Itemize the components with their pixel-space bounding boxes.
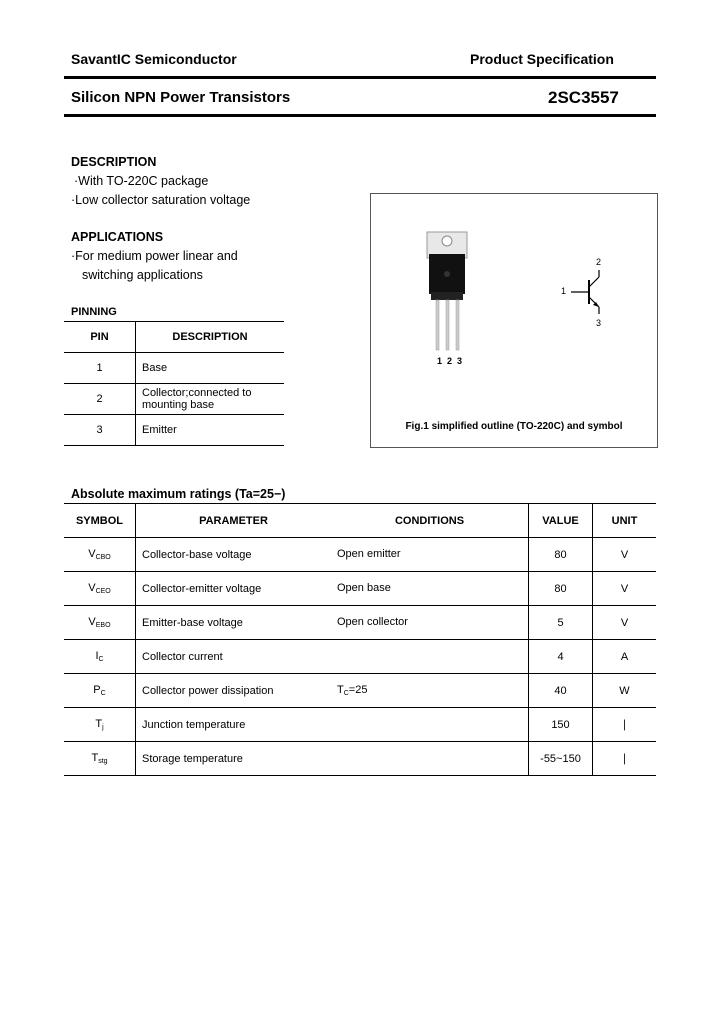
conditions-header: CONDITIONS bbox=[331, 504, 529, 538]
pinning-table bbox=[64, 321, 284, 446]
table-row bbox=[64, 742, 656, 776]
pin-header: PIN bbox=[64, 322, 136, 353]
description-item: ·Low collector saturation voltage bbox=[71, 193, 251, 207]
document-type: Product Specification bbox=[470, 51, 614, 67]
condition-text: T bbox=[337, 684, 344, 696]
description-title: DESCRIPTION bbox=[71, 155, 157, 169]
package-pin-label: 1 bbox=[437, 356, 443, 366]
table-row bbox=[64, 538, 656, 572]
unit-cell: V bbox=[593, 538, 657, 572]
unit-cell: V bbox=[593, 606, 657, 640]
figure-caption: Fig.1 simplified outline (TO-220C) and symbol bbox=[405, 421, 623, 432]
symbol-letter: T bbox=[95, 718, 103, 730]
applications-title: APPLICATIONS bbox=[71, 230, 164, 244]
condition-tail: =25 bbox=[348, 684, 368, 696]
symbol-subscript: stg bbox=[98, 758, 108, 765]
pin-description-line: mounting base bbox=[142, 399, 215, 411]
symbol-subscript: C bbox=[98, 656, 104, 663]
unit-cell: ∣ bbox=[593, 742, 657, 776]
condition-text: Open base bbox=[337, 582, 391, 594]
symbol-subscript: CEO bbox=[95, 588, 111, 595]
ratings-title: Absolute maximum ratings (Ta=25−) bbox=[71, 487, 286, 501]
symbol-subscript: EBO bbox=[95, 622, 111, 629]
pin-description bbox=[136, 353, 285, 384]
symbol-letter: V bbox=[88, 616, 96, 628]
symbol-cell bbox=[64, 742, 136, 776]
unit-cell: A bbox=[593, 640, 657, 674]
pin-description bbox=[136, 415, 285, 446]
symbol-letter: V bbox=[88, 582, 96, 594]
pin-description-header: DESCRIPTION bbox=[136, 322, 285, 353]
symbol-pin-label: 1 bbox=[561, 286, 567, 296]
symbol-cell bbox=[64, 606, 136, 640]
unit-cell: ∣ bbox=[593, 708, 657, 742]
table-row bbox=[64, 606, 656, 640]
table-row bbox=[64, 572, 656, 606]
condition-text: Open collector bbox=[337, 616, 408, 628]
symbol-letter: T bbox=[91, 752, 99, 764]
table-row bbox=[64, 674, 656, 708]
condition-cell bbox=[331, 640, 529, 674]
package-outline-image bbox=[371, 194, 657, 447]
value-cell: -55~150 bbox=[529, 742, 593, 776]
parameter-cell: Emitter-base voltage bbox=[136, 606, 332, 640]
symbol-cell bbox=[64, 538, 136, 572]
unit-header: UNIT bbox=[593, 504, 657, 538]
symbol-cell bbox=[64, 572, 136, 606]
table-row bbox=[64, 384, 284, 415]
condition-cell bbox=[331, 538, 529, 572]
applications-line: ·For medium power linear and bbox=[71, 249, 238, 263]
condition-cell bbox=[331, 572, 529, 606]
symbol-subscript: C bbox=[100, 690, 106, 697]
condition-cell bbox=[331, 708, 529, 742]
symbol-letter: V bbox=[88, 548, 96, 560]
product-line: Silicon NPN Power Transistors bbox=[71, 89, 291, 106]
pin-number: 3 bbox=[64, 415, 136, 446]
value-cell: 150 bbox=[529, 708, 593, 742]
ratings-header-row bbox=[64, 504, 656, 538]
condition-text: Open emitter bbox=[337, 548, 401, 560]
symbol-letter: I bbox=[95, 650, 99, 662]
parameter-cell: Collector current bbox=[136, 640, 332, 674]
symbol-pin-label: 3 bbox=[596, 318, 602, 328]
table-row bbox=[64, 415, 284, 446]
table-row bbox=[64, 353, 284, 384]
condition-cell bbox=[331, 674, 529, 708]
condition-subscript: C bbox=[343, 690, 349, 697]
symbol-letter: P bbox=[93, 684, 101, 696]
symbol-pin-label: 2 bbox=[596, 257, 602, 267]
symbol-cell bbox=[64, 674, 136, 708]
parameter-header: PARAMETER bbox=[136, 504, 332, 538]
symbol-subscript: CBO bbox=[95, 554, 111, 561]
parameter-cell: Storage temperature bbox=[136, 742, 332, 776]
pin-description-line: Base bbox=[142, 362, 168, 374]
value-header: VALUE bbox=[529, 504, 593, 538]
condition-cell bbox=[331, 742, 529, 776]
pin-number: 1 bbox=[64, 353, 136, 384]
package-pin-label: 2 bbox=[447, 356, 453, 366]
value-cell: 80 bbox=[529, 572, 593, 606]
package-pin-label: 3 bbox=[457, 356, 463, 366]
symbol-cell bbox=[64, 640, 136, 674]
figure-box bbox=[370, 193, 658, 448]
pin-number: 2 bbox=[64, 384, 136, 415]
unit-cell: V bbox=[593, 572, 657, 606]
unit-cell: W bbox=[593, 674, 657, 708]
applications-line: switching applications bbox=[82, 268, 203, 282]
parameter-cell: Collector power dissipation bbox=[136, 674, 332, 708]
parameter-cell: Collector-emitter voltage bbox=[136, 572, 332, 606]
part-number: 2SC3557 bbox=[548, 88, 619, 107]
parameter-cell: Junction temperature bbox=[136, 708, 332, 742]
parameter-cell: Collector-base voltage bbox=[136, 538, 332, 572]
symbol-header: SYMBOL bbox=[64, 504, 136, 538]
condition-cell bbox=[331, 606, 529, 640]
value-cell: 40 bbox=[529, 674, 593, 708]
pinning-title: PINNING bbox=[71, 306, 117, 318]
ratings-table bbox=[64, 503, 656, 776]
value-cell: 4 bbox=[529, 640, 593, 674]
value-cell: 80 bbox=[529, 538, 593, 572]
pin-description bbox=[136, 384, 285, 415]
company-name: SavantIC Semiconductor bbox=[71, 51, 237, 67]
pin-description-line: Emitter bbox=[142, 424, 177, 436]
pinning-header-row bbox=[64, 322, 284, 353]
description-item: ·With TO-220C package bbox=[74, 174, 209, 188]
table-row bbox=[64, 708, 656, 742]
header-rule-top bbox=[64, 76, 656, 79]
pin-description-line: Collector;connected to bbox=[142, 387, 252, 399]
header-rule-bottom bbox=[64, 114, 656, 117]
value-cell: 5 bbox=[529, 606, 593, 640]
table-row bbox=[64, 640, 656, 674]
symbol-subscript: j bbox=[102, 724, 104, 731]
symbol-cell bbox=[64, 708, 136, 742]
